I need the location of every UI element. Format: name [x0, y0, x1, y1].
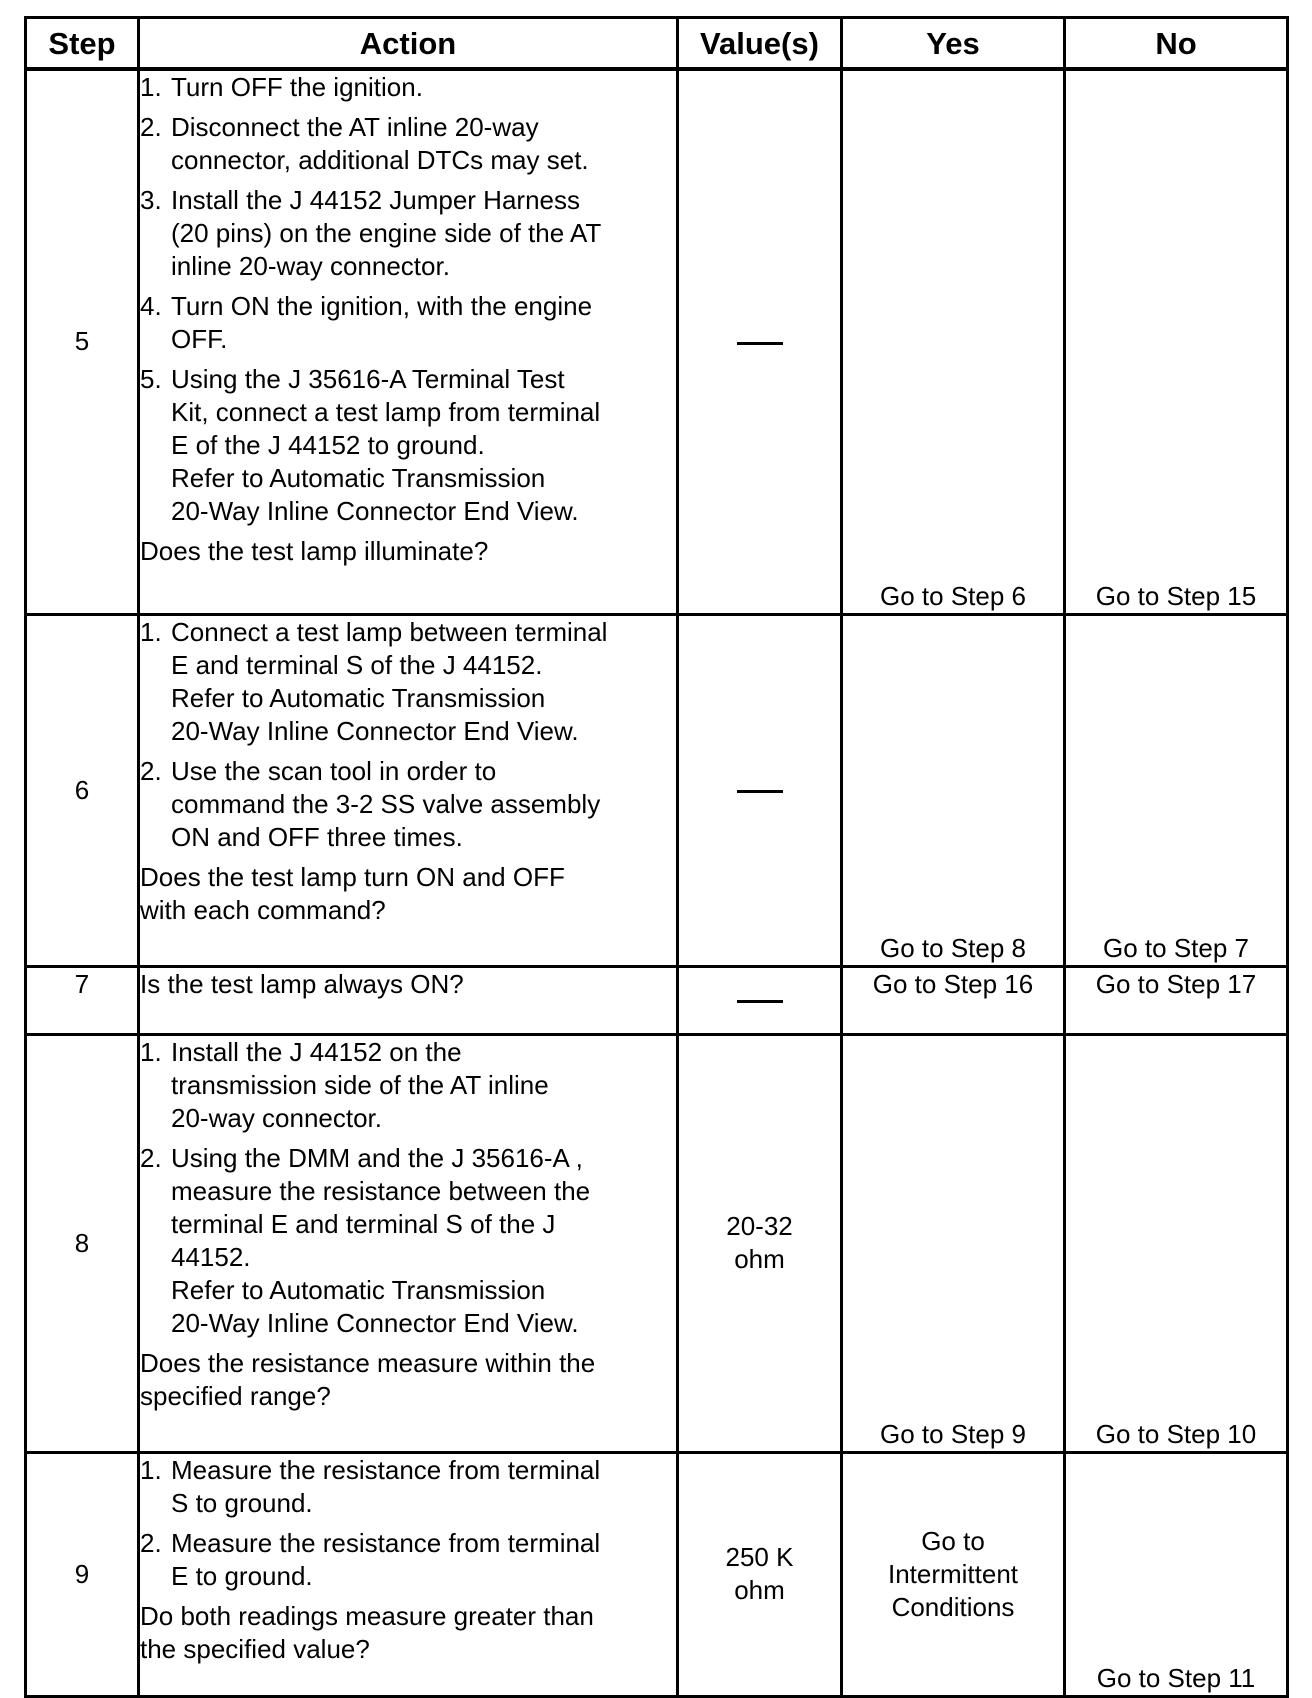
header-no: No — [1065, 18, 1288, 70]
item-text: Connect a test lamp between terminal E and terminal S of the J 44152. Refer to Automatic Transmission 20-Way Inline Connector End View. — [171, 616, 608, 746]
action-cell — [139, 966, 678, 1034]
yes-cell: Go to Step 16 — [842, 966, 1065, 1034]
no-cell: Go to Step 11 — [1065, 1452, 1288, 1696]
no-value-dash — [737, 1000, 783, 1003]
item-text: Measure the resistance from terminal S to ground. — [171, 1454, 601, 1518]
table-row — [26, 1034, 1288, 1452]
item-text: Measure the resistance from terminal E to ground. — [171, 1527, 601, 1591]
header-row — [26, 18, 1288, 70]
item-text: Install the J 44152 Jumper Harness (20 pins) on the engine side of the AT inline 20-way connector. — [171, 185, 602, 281]
item-number: 2. — [140, 1527, 162, 1558]
action-question: Does the test lamp illuminate? — [140, 536, 489, 566]
item-number: 2. — [140, 112, 162, 142]
step-number: 7 — [26, 966, 139, 1034]
item-text: Turn ON the ignition, with the engine OFF. — [171, 291, 593, 354]
action-question: Is the test lamp always ON? — [140, 968, 464, 999]
action-cell — [139, 1034, 678, 1452]
table-row — [26, 69, 1288, 614]
value-cell — [678, 614, 842, 966]
action-item — [140, 755, 676, 854]
item-text: Disconnect the AT inline 20-way connector, additional DTCs may set. — [171, 112, 589, 175]
action-item — [140, 1527, 676, 1593]
item-number: 1. — [140, 616, 162, 647]
no-value-dash — [737, 342, 783, 345]
item-number: 4. — [140, 291, 162, 321]
item-text: Install the J 44152 on the transmission side of the AT inline 20-way connector. — [171, 1036, 549, 1133]
action-question: Do both readings measure greater than the specified value? — [140, 1600, 594, 1664]
table-row — [26, 1452, 1288, 1696]
step-number: 5 — [26, 69, 139, 614]
item-number: 5. — [140, 364, 162, 394]
item-text: Using the DMM and the J 35616-A , measure the resistance between the terminal E and terminal S of the J 44152. Refer to Automatic Transmission 20-Way Inline Connector End View. — [171, 1142, 591, 1338]
item-number: 3. — [140, 185, 162, 215]
action-cell — [139, 69, 678, 614]
item-number: 1. — [140, 1036, 162, 1067]
action-item — [140, 1036, 676, 1135]
yes-cell: Go to Intermittent Conditions — [842, 1452, 1065, 1696]
step-number: 9 — [26, 1452, 139, 1696]
table-row — [26, 614, 1288, 966]
action-question: Does the resistance measure within the specified range? — [140, 1347, 596, 1411]
action-item — [140, 111, 676, 177]
item-number: 1. — [140, 1454, 162, 1485]
action-item — [140, 184, 676, 283]
no-cell: Go to Step 7 — [1065, 614, 1288, 966]
action-item — [140, 1142, 676, 1340]
header-action: Action — [139, 18, 678, 70]
header-yes: Yes — [842, 18, 1065, 70]
value-cell — [678, 966, 842, 1034]
no-value-dash — [737, 790, 783, 793]
action-cell — [139, 614, 678, 966]
action-cell — [139, 1452, 678, 1696]
item-text: Turn OFF the ignition. — [171, 72, 423, 102]
step-number: 8 — [26, 1034, 139, 1452]
action-item — [140, 1454, 676, 1520]
action-question: Does the test lamp turn ON and OFF with each command? — [140, 861, 565, 925]
diagnostic-table — [24, 16, 1289, 1698]
yes-cell: Go to Step 8 — [842, 614, 1065, 966]
yes-cell: Go to Step 9 — [842, 1034, 1065, 1452]
value-cell — [678, 69, 842, 614]
action-item — [140, 290, 676, 356]
table-row — [26, 966, 1288, 1034]
item-number: 1. — [140, 72, 162, 102]
action-item — [140, 363, 676, 528]
no-cell: Go to Step 10 — [1065, 1034, 1288, 1452]
value-cell: 20-32 ohm — [678, 1034, 842, 1452]
header-step: Step — [26, 18, 139, 70]
yes-cell: Go to Step 6 — [842, 69, 1065, 614]
item-number: 2. — [140, 755, 162, 786]
no-cell: Go to Step 15 — [1065, 69, 1288, 614]
action-item — [140, 616, 676, 748]
step-number: 6 — [26, 614, 139, 966]
no-cell: Go to Step 17 — [1065, 966, 1288, 1034]
action-item — [140, 71, 676, 104]
header-values: Value(s) — [678, 18, 842, 70]
value-cell: 250 K ohm — [678, 1452, 842, 1696]
item-number: 2. — [140, 1142, 162, 1173]
item-text: Using the J 35616-A Terminal Test Kit, connect a test lamp from terminal E of the J 44152 to ground. Refer to Automatic Transmission 20-Way Inline Connector End View. — [171, 364, 601, 526]
item-text: Use the scan tool in order to command the 3-2 SS valve assembly ON and OFF three times. — [171, 755, 601, 852]
